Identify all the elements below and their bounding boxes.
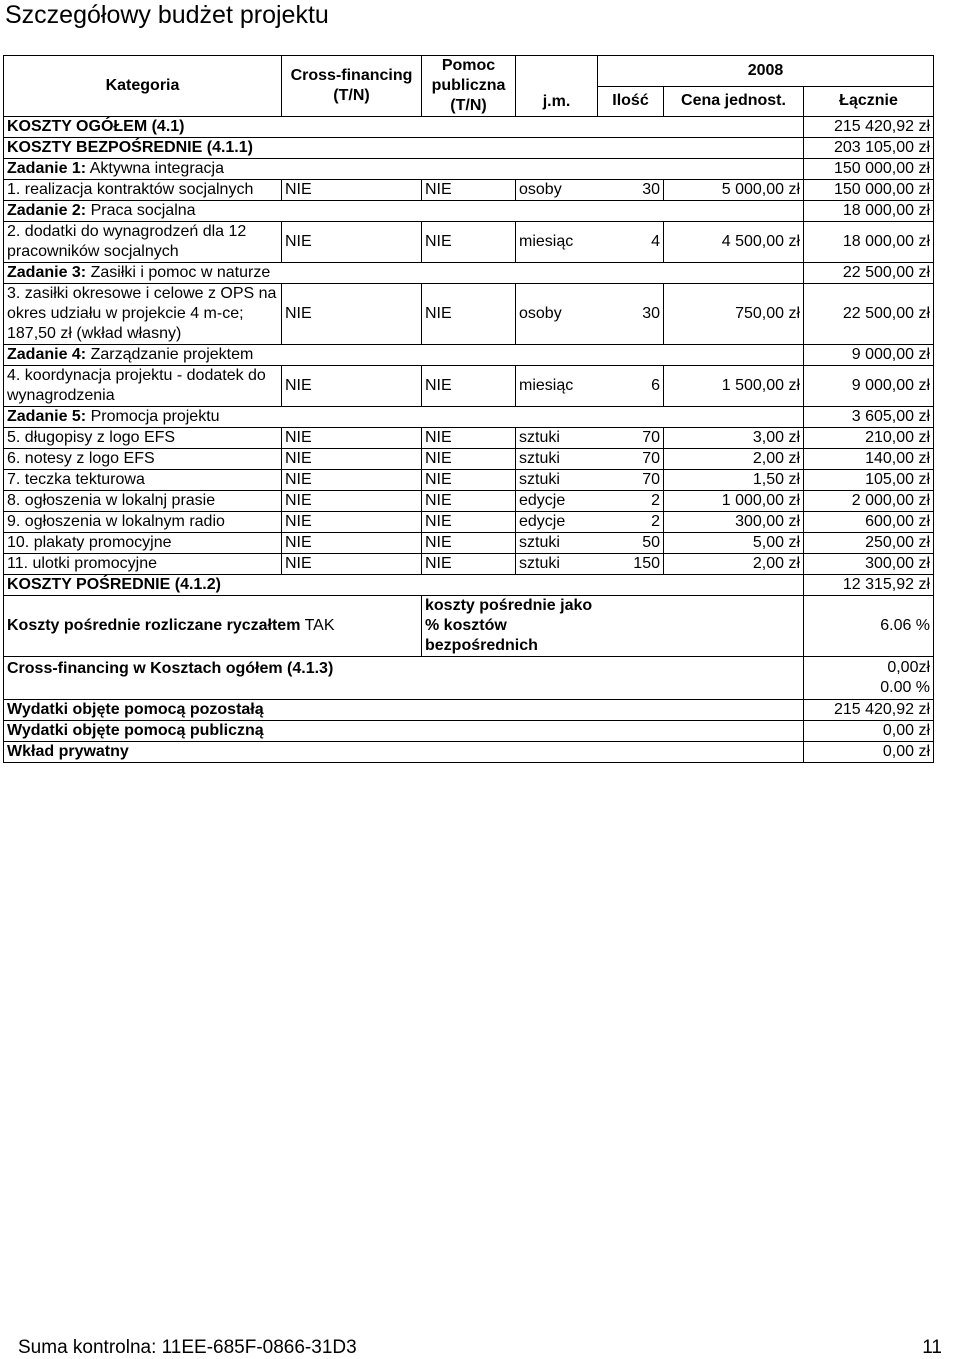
item-cena: 5,00 zł <box>664 533 804 554</box>
header-jm: j.m. <box>516 56 598 117</box>
header-cena: Cena jednost. <box>664 86 804 117</box>
item-pomoc: NIE <box>422 180 516 201</box>
task-label: Zadanie 1: Aktywna integracja <box>4 159 804 180</box>
budget-table <box>3 55 934 763</box>
item-lacznie: 9 000,00 zł <box>804 366 934 407</box>
item-lacznie: 150 000,00 zł <box>804 180 934 201</box>
item-lacznie: 250,00 zł <box>804 533 934 554</box>
summary-row <box>4 700 934 721</box>
task-row <box>4 407 934 428</box>
task-label: Zadanie 3: Zasiłki i pomoc w naturze <box>4 263 804 284</box>
summary-value: 0,00 zł <box>804 742 934 763</box>
item-jm: sztuki 50 <box>516 533 664 554</box>
item-lacznie: 300,00 zł <box>804 554 934 575</box>
task-total: 9 000,00 zł <box>804 345 934 366</box>
koszty-posrednie-row <box>4 575 934 596</box>
item-cena: 1 000,00 zł <box>664 491 804 512</box>
item-jm: miesiąc 6 <box>516 366 664 407</box>
item-name: 11. ulotki promocyjne <box>4 554 282 575</box>
item-lacznie: 105,00 zł <box>804 470 934 491</box>
item-row <box>4 512 934 533</box>
item-name: 1. realizacja kontraktów socjalnych <box>4 180 282 201</box>
item-name: 8. ogłoszenia w lokalnj prasie <box>4 491 282 512</box>
item-name: 3. zasiłki okresowe i celowe z OPS na okres udziału w projekcie 4 m-ce; 187,50 zł (wkład własny) <box>4 284 282 345</box>
item-jm: sztuki 150 <box>516 554 664 575</box>
task-row <box>4 159 934 180</box>
item-pomoc: NIE <box>422 554 516 575</box>
item-cena: 300,00 zł <box>664 512 804 533</box>
header-lacznie: Łącznie <box>804 86 934 117</box>
item-row <box>4 491 934 512</box>
item-cross: NIE <box>282 491 422 512</box>
item-jm: edycje 2 <box>516 491 664 512</box>
item-name: 7. teczka tekturowa <box>4 470 282 491</box>
cross-financing-values: 0,00zł 0.00 % <box>804 657 934 700</box>
task-total: 3 605,00 zł <box>804 407 934 428</box>
page-title: Szczegółowy budżet projektu <box>5 1 329 29</box>
item-cena: 2,00 zł <box>664 554 804 575</box>
item-cena: 2,00 zł <box>664 449 804 470</box>
item-cross: NIE <box>282 470 422 491</box>
page-number: 11 <box>922 1337 942 1358</box>
item-row <box>4 222 934 263</box>
item-jm: sztuki 70 <box>516 449 664 470</box>
item-lacznie: 600,00 zł <box>804 512 934 533</box>
item-row <box>4 470 934 491</box>
item-pomoc: NIE <box>422 470 516 491</box>
item-row <box>4 449 934 470</box>
summary-value: 215 420,92 zł <box>804 700 934 721</box>
task-label: Zadanie 2: Praca socjalna <box>4 201 804 222</box>
item-cross: NIE <box>282 284 422 345</box>
item-name: 9. ogłoszenia w lokalnym radio <box>4 512 282 533</box>
item-jm: osoby 30 <box>516 284 664 345</box>
item-row <box>4 533 934 554</box>
koszty-bezposrednie-label: KOSZTY BEZPOŚREDNIE (4.1.1) <box>4 138 804 159</box>
item-cross: NIE <box>282 533 422 554</box>
summary-label: Wydatki objęte pomocą pozostałą <box>4 700 804 721</box>
ryczalt-label: Koszty pośrednie rozliczane ryczałtem TAK <box>4 596 422 657</box>
item-row <box>4 180 934 201</box>
header-ilosc: Ilość <box>598 86 664 117</box>
checksum: Suma kontrolna: 11EE-685F-0866-31D3 <box>18 1337 357 1358</box>
item-pomoc: NIE <box>422 222 516 263</box>
ryczalt-desc: koszty pośrednie jako % kosztów bezpośrednich <box>422 596 598 657</box>
item-row <box>4 554 934 575</box>
task-row <box>4 263 934 284</box>
item-cross: NIE <box>282 449 422 470</box>
header-cross-financing: Cross-financing (T/N) <box>282 56 422 117</box>
ryczalt-pct: 6.06 % <box>804 596 934 657</box>
header-pomoc-publiczna: Pomoc publiczna (T/N) <box>422 56 516 117</box>
item-pomoc: NIE <box>422 491 516 512</box>
item-pomoc: NIE <box>422 533 516 554</box>
summary-label: Wkład prywatny <box>4 742 804 763</box>
item-cross: NIE <box>282 428 422 449</box>
item-cena: 1 500,00 zł <box>664 366 804 407</box>
task-total: 150 000,00 zł <box>804 159 934 180</box>
item-cross: NIE <box>282 554 422 575</box>
item-name: 6. notesy z logo EFS <box>4 449 282 470</box>
item-pomoc: NIE <box>422 512 516 533</box>
item-jm: osoby 30 <box>516 180 664 201</box>
task-label: Zadanie 4: Zarządzanie projektem <box>4 345 804 366</box>
item-cross: NIE <box>282 366 422 407</box>
koszty-ogolem-label: KOSZTY OGÓŁEM (4.1) <box>4 117 804 138</box>
cross-financing-label: Cross-financing w Kosztach ogółem (4.1.3) <box>4 657 804 700</box>
item-row <box>4 366 934 407</box>
item-jm: edycje 2 <box>516 512 664 533</box>
summary-label: Wydatki objęte pomocą publiczną <box>4 721 804 742</box>
item-name: 4. koordynacja projektu - dodatek do wynagrodzenia <box>4 366 282 407</box>
item-cena: 5 000,00 zł <box>664 180 804 201</box>
header-row-1 <box>4 56 934 87</box>
item-lacznie: 140,00 zł <box>804 449 934 470</box>
item-jm: sztuki 70 <box>516 470 664 491</box>
item-name: 10. plakaty promocyjne <box>4 533 282 554</box>
koszty-ogolem-total: 215 420,92 zł <box>804 117 934 138</box>
koszty-bezposrednie-row <box>4 138 934 159</box>
item-lacznie: 22 500,00 zł <box>804 284 934 345</box>
header-kategoria: Kategoria <box>4 56 282 117</box>
item-lacznie: 18 000,00 zł <box>804 222 934 263</box>
item-cross: NIE <box>282 222 422 263</box>
ryczalt-row <box>4 596 934 657</box>
header-year: 2008 <box>598 56 934 87</box>
item-cena: 3,00 zł <box>664 428 804 449</box>
koszty-posrednie-label: KOSZTY POŚREDNIE (4.1.2) <box>4 575 804 596</box>
item-row <box>4 284 934 345</box>
item-lacznie: 210,00 zł <box>804 428 934 449</box>
summary-row <box>4 742 934 763</box>
item-cena: 750,00 zł <box>664 284 804 345</box>
cross-financing-row <box>4 657 934 700</box>
task-row <box>4 345 934 366</box>
item-lacznie: 2 000,00 zł <box>804 491 934 512</box>
item-cross: NIE <box>282 180 422 201</box>
task-label: Zadanie 5: Promocja projektu <box>4 407 804 428</box>
item-cena: 1,50 zł <box>664 470 804 491</box>
koszty-posrednie-total: 12 315,92 zł <box>804 575 934 596</box>
task-row <box>4 201 934 222</box>
summary-row <box>4 721 934 742</box>
summary-value: 0,00 zł <box>804 721 934 742</box>
item-pomoc: NIE <box>422 449 516 470</box>
item-name: 2. dodatki do wynagrodzeń dla 12 pracowników socjalnych <box>4 222 282 263</box>
item-jm: miesiąc 4 <box>516 222 664 263</box>
koszty-ogolem-row <box>4 117 934 138</box>
item-jm: sztuki 70 <box>516 428 664 449</box>
koszty-bezposrednie-total: 203 105,00 zł <box>804 138 934 159</box>
task-total: 22 500,00 zł <box>804 263 934 284</box>
item-pomoc: NIE <box>422 284 516 345</box>
task-total: 18 000,00 zł <box>804 201 934 222</box>
item-cena: 4 500,00 zł <box>664 222 804 263</box>
ryczalt-spacer <box>598 596 804 657</box>
item-pomoc: NIE <box>422 428 516 449</box>
item-name: 5. długopisy z logo EFS <box>4 428 282 449</box>
item-row <box>4 428 934 449</box>
item-cross: NIE <box>282 512 422 533</box>
item-pomoc: NIE <box>422 366 516 407</box>
